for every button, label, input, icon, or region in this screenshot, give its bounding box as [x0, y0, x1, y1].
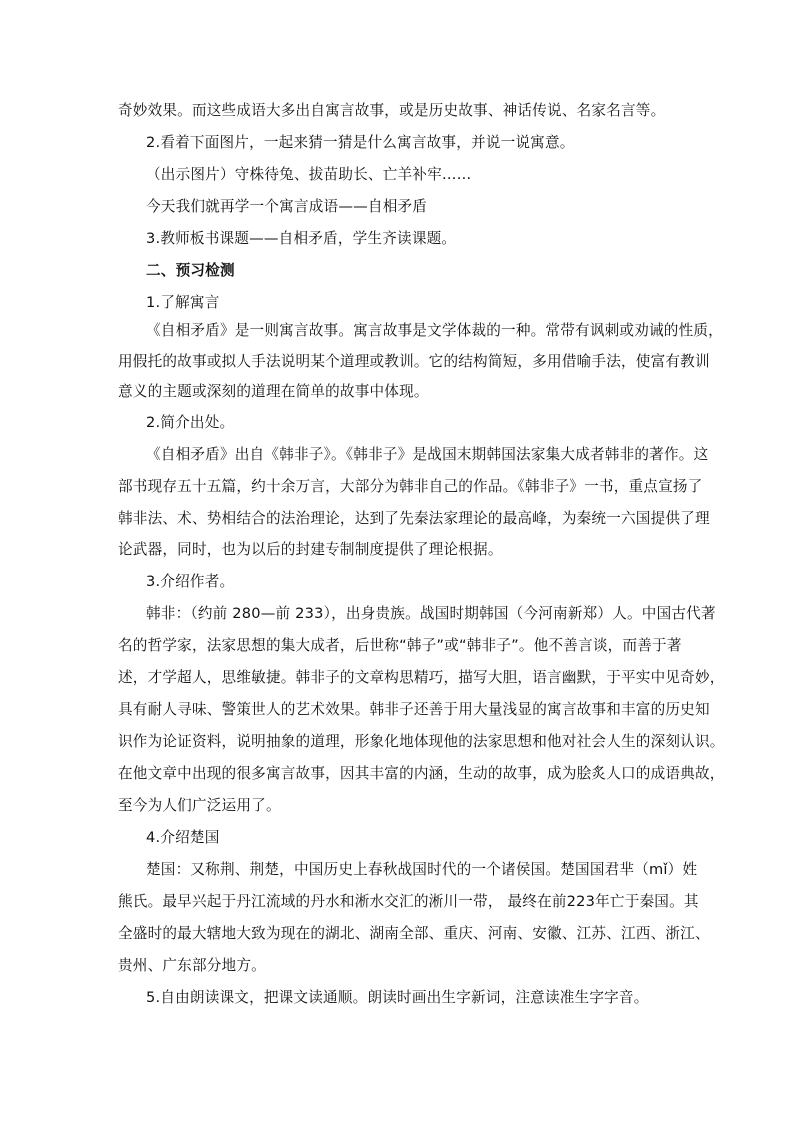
subheading: 2.简介出处。 — [146, 414, 235, 431]
subheading: 3.介绍作者。 — [146, 573, 235, 590]
paragraph-line: 全盛时的最大辖地大致为现在的湖北、湖南全部、重庆、河南、安徽、江苏、江西、浙江、 — [118, 925, 710, 942]
paragraph-line: 熊氏。最早兴起于丹江流域的丹水和淅水交汇的淅川一带， 最终在前223年亡于秦国。其 — [118, 893, 699, 910]
paragraph-line: 识作为论证资料，说明抽象的道理，形象化地体现他的法家思想和他对社会人生的深刻认识。 — [118, 733, 725, 750]
paragraph-line: 用假托的故事或拟人手法说明某个道理或教训。它的结构简短，多用借喻手法，使富有教训 — [118, 353, 710, 370]
paragraph-line: 述，才学超人，思维敏捷。韩非子的文章构思精巧，描写大胆，语言幽默，于平实中见奇妙， — [118, 669, 725, 686]
paragraph-line: 贵州、广东部分地方。 — [118, 957, 266, 974]
paragraph-line: 《自相矛盾》出自《韩非子》。《韩非子》是战国末期韩国法家集大成者韩非的著作。这 — [146, 446, 709, 463]
paragraph-line: 5.自由朗读课文，把课文读通顺。朗读时画出生字新词，注意读准生字字音。 — [146, 989, 649, 1006]
paragraph-line: 在他文章中出现的很多寓言故事，因其丰富的内涵，生动的故事，成为脍炙人口的成语典故， — [118, 765, 725, 782]
paragraph-line: 奇妙效果。而这些成语大多出自寓言故事，或是历史故事、神话传说、名家名言等。 — [118, 102, 666, 119]
paragraph-line: 《自相矛盾》是一则寓言故事。寓言故事是文学体裁的一种。常带有讽刺或劝诫的性质， — [146, 322, 723, 339]
paragraph-line: 2.看着下面图片，一起来猜一猜是什么寓言故事，并说一说寓意。 — [146, 134, 575, 151]
paragraph-line: 韩非法、术、势相结合的法治理论，达到了先秦法家理论的最高峰，为秦统一六国提供了理 — [118, 510, 710, 527]
paragraph-line: 论武器，同时，也为以后的封建专制制度提供了理论根据。 — [118, 541, 503, 558]
paragraph-line: 今天我们就再学一个寓言成语——自相矛盾 — [146, 198, 428, 215]
paragraph-line: 部书现存五十五篇，约十余万言，大部分为韩非自己的作品。《韩非子》一书，重点宣扬了 — [118, 478, 703, 495]
paragraph-line: 具有耐人寻味、警策世人的艺术效果。韩非子还善于用大量浅显的寓言故事和丰富的历史知 — [118, 701, 710, 718]
subheading: 1.了解寓言 — [146, 294, 220, 311]
paragraph-line: 楚国：又称荆、荆楚，中国历史上春秋战国时代的一个诸侯国。楚国国君芈（mǐ）姓 — [146, 861, 698, 878]
paragraph-line: 至今为人们广泛运用了。 — [118, 797, 281, 814]
section-heading: 二、预习检测 — [146, 262, 235, 279]
paragraph-line: 意义的主题或深刻的道理在简单的故事中体现。 — [118, 383, 429, 400]
paragraph-line: 3.教师板书课题——自相矛盾，学生齐读课题。 — [146, 230, 457, 247]
paragraph-line: 名的哲学家，法家思想的集大成者，后世称“韩子”或“韩非子”。他不善言谈，而善于著 — [118, 637, 682, 654]
subheading: 4.介绍楚国 — [146, 829, 220, 846]
paragraph-line: （出示图片）守株待兔、拔苗助长、亡羊补牢…… — [146, 166, 472, 183]
paragraph-line: 韩非：（约前 280—前 233），出身贵族。战国时期韩国（今河南新郑）人。中国古代著 — [146, 605, 716, 622]
